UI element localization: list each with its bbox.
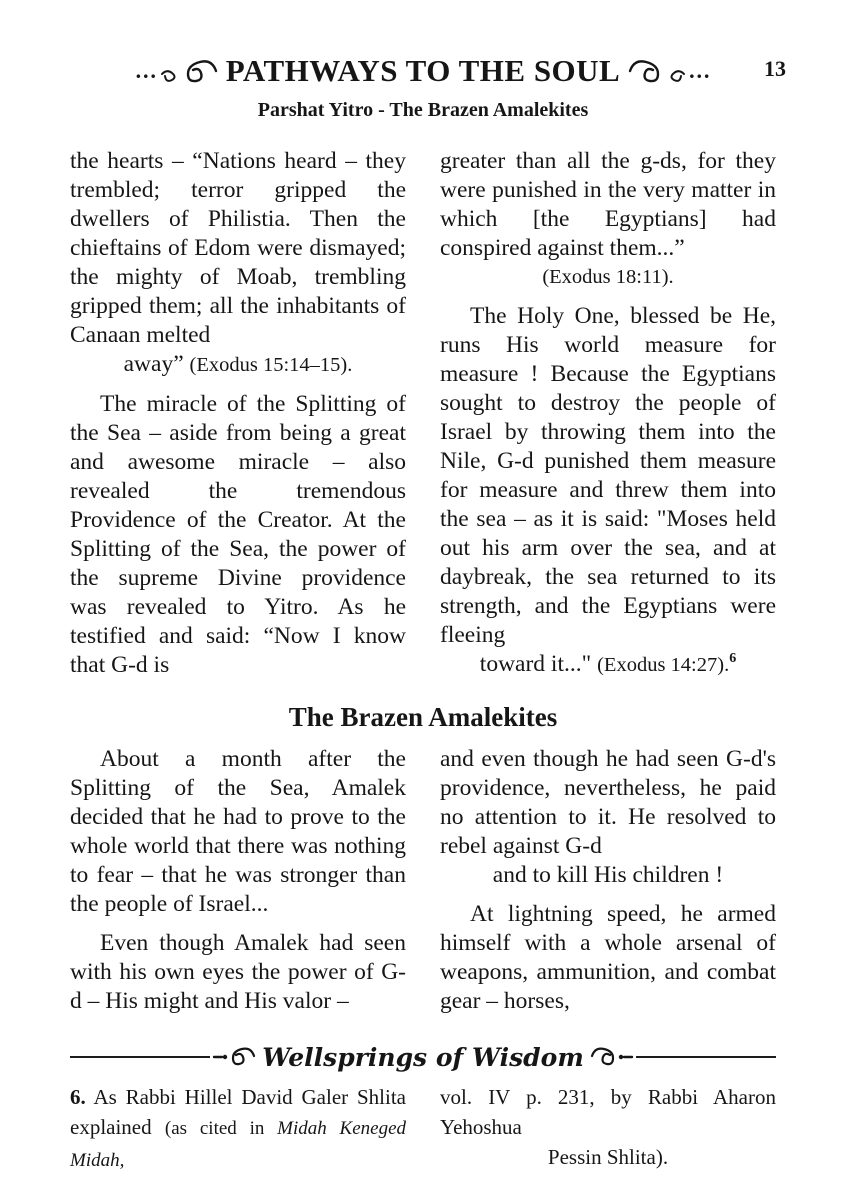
footnote-reference: 6: [729, 651, 737, 667]
right-column: [440, 745, 776, 1026]
quote-end: away”: [123, 351, 190, 377]
footer-series-title: Wellsprings of Wisdom: [262, 1042, 584, 1072]
quote-end: toward it...": [479, 651, 598, 677]
header-flourish-right: [626, 58, 711, 84]
rule-line: [636, 1056, 776, 1058]
footnote-section: [70, 1082, 776, 1176]
paragraph-text: the hearts – “Nations heard – they trembled; terror gripped the dwellers of Philistia. Then the chieftains of Edom were dismayed; the mighty of Moab, trembling gripped them; all the inhabitants of Canaan melted: [70, 148, 406, 348]
paragraph: [440, 302, 776, 680]
paragraph-text: and even though he had seen G-d's providence, nevertheless, he paid no attention to it. He resolved to rebel against G-d: [440, 746, 776, 859]
centered-line: and to kill His children !: [492, 862, 724, 888]
scripture-citation: (Exodus 18:11).: [542, 266, 674, 288]
paragraph-text: The Holy One, blessed be He, runs His world measure for measure ! Because the Egyptians sought to destroy the people of Israel by throwing them into the Nile, G-d punished them measure for measure and threw them into the sea – as it is said: "Moses held out his arm over the sea, and at daybreak, the sea returned to its strength, and the Egyptians were fleeing: [440, 303, 776, 648]
scripture-citation: (Exodus 14:27).: [597, 654, 730, 676]
header-flourish-left: [135, 58, 220, 84]
scripture-citation: (Exodus 15:14–15).: [189, 354, 353, 376]
footnote-text: vol. IV p. 231, by Rabbi Aharon Yehoshua: [440, 1085, 776, 1139]
right-column: [440, 147, 776, 690]
paragraph: At lightning speed, he armed himself with a whole arsenal of weapons, ammunition, and combat gear – horses,: [440, 901, 776, 1014]
paragraph: The miracle of the Splitting of the Sea – aside from being a great and awesome miracle – also revealed the tremendous Providence of the Creator. At the Splitting of the Sea, the power of the supreme Divine providence was revealed to Yitro. As he testified and said: “Now I know that G-d is: [70, 391, 406, 678]
footnote-left-column: [70, 1082, 406, 1176]
flourish-dots: …: [688, 58, 712, 83]
page-header: [70, 50, 786, 92]
body-columns-bottom: [70, 745, 776, 1026]
footnote-text: As Rabbi Hillel David Galer Shlita explained: [70, 1085, 406, 1139]
paragraph: [440, 147, 776, 292]
page-number: 13: [764, 56, 786, 81]
footnote-text-centered: Pessin Shlita).: [547, 1145, 669, 1169]
footer-ornament-rule: [70, 1040, 776, 1074]
flourish-dots: …: [134, 58, 158, 83]
chapter-subtitle: Parshat Yitro - The Brazen Amalekites: [257, 99, 589, 121]
section-heading: The Brazen Amalekites: [288, 702, 558, 732]
footnote-number: 6.: [70, 1085, 86, 1109]
centered-quote-line: [440, 650, 776, 680]
swirl-ornament-icon: [590, 1046, 634, 1068]
footnote-parenthetical: (as cited in: [164, 1118, 278, 1139]
paragraph: [440, 745, 776, 890]
swirl-ornament-icon: [626, 58, 688, 84]
paragraph-text: greater than all the g-ds, for they were punished in the very matter in which [the Egyptians] had conspired against them...”: [440, 148, 776, 261]
rule-line: [70, 1056, 210, 1058]
body-columns-top: [70, 147, 776, 690]
footnote: [440, 1082, 776, 1172]
left-column: [70, 745, 406, 1026]
footnote-right-column: [440, 1082, 776, 1176]
paragraph: About a month after the Splitting of the Sea, Amalek decided that he had to prove to the whole world that there was nothing to fear – that he was stronger than the people of Israel...: [70, 746, 406, 917]
paragraph: Even though Amalek had seen with his own eyes the power of G-d – His might and His valor –: [70, 930, 406, 1014]
footnote: [70, 1082, 406, 1176]
swirl-ornament-icon: [212, 1046, 256, 1068]
centered-quote-line: [70, 350, 406, 380]
cited-work-title: Midah Keneged Midah,: [70, 1118, 407, 1171]
paragraph: [70, 147, 406, 380]
swirl-ornament-icon: [158, 58, 220, 84]
left-column: [70, 147, 406, 690]
book-title: PATHWAYS TO THE SOUL: [225, 53, 621, 88]
